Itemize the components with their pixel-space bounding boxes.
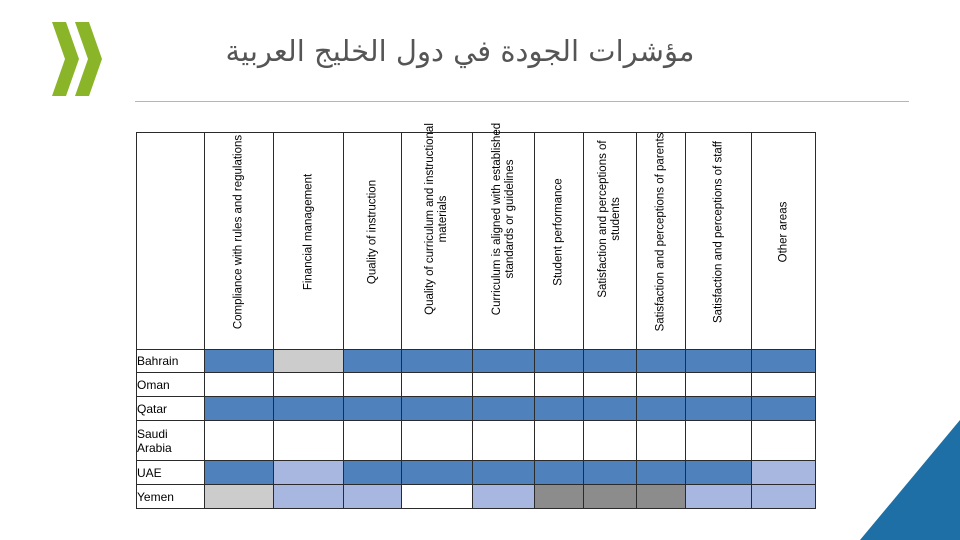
indicator-cell (535, 461, 584, 485)
indicator-cell (344, 397, 402, 421)
indicator-cell (752, 485, 816, 509)
column-header (535, 133, 584, 350)
indicator-cell (637, 485, 686, 509)
indicator-cell (473, 373, 535, 397)
indicator-cell (752, 373, 816, 397)
indicator-cell (205, 350, 274, 373)
table-row (137, 485, 816, 509)
indicator-cell (473, 397, 535, 421)
indicator-cell (274, 421, 344, 461)
indicator-cell (637, 350, 686, 373)
indicator-cell (584, 461, 637, 485)
column-header-label: Student performance (552, 178, 565, 286)
column-header-label: Compliance with rules and regulations (232, 134, 245, 330)
indicator-cell (584, 485, 637, 509)
column-header (584, 133, 637, 350)
column-header-label: Curriculum is aligned with established standards or guidelines (490, 122, 516, 316)
indicator-cell (205, 397, 274, 421)
table-row (137, 421, 816, 461)
row-label: Saudi Arabia (137, 421, 205, 461)
table-row (137, 461, 816, 485)
chevron-logo-icon (52, 22, 104, 96)
column-header (205, 133, 274, 350)
row-label: Qatar (137, 397, 205, 421)
indicator-cell (402, 485, 473, 509)
indicator-cell (274, 461, 344, 485)
indicator-cell (205, 373, 274, 397)
table-row (137, 373, 816, 397)
indicator-cell (402, 350, 473, 373)
indicator-cell (205, 461, 274, 485)
column-header-label: Other areas (777, 201, 789, 263)
column-header (402, 123, 473, 350)
indicator-cell (686, 485, 752, 509)
row-label: Bahrain (137, 350, 205, 373)
title-divider (135, 101, 909, 102)
indicator-cell (584, 350, 637, 373)
indicator-cell (473, 461, 535, 485)
indicator-cell (584, 421, 637, 461)
indicator-cell (752, 397, 816, 421)
column-header (274, 133, 344, 350)
indicator-cell (752, 350, 816, 373)
indicator-cell (637, 461, 686, 485)
column-header-label: Quality of curriculum and instructional materials (424, 123, 449, 315)
indicator-cell (535, 421, 584, 461)
column-header (637, 133, 686, 350)
indicator-cell (402, 421, 473, 461)
column-header (344, 133, 402, 350)
indicator-cell (686, 373, 752, 397)
table-row (137, 397, 816, 421)
indicator-cell (637, 397, 686, 421)
column-header-label: Satisfaction and perceptions of staff (712, 141, 724, 323)
indicator-cell (535, 397, 584, 421)
indicator-cell (473, 485, 535, 509)
indicator-cell (274, 485, 344, 509)
indicator-cell (344, 350, 402, 373)
row-label: UAE (137, 461, 205, 485)
row-label: Yemen (137, 485, 205, 509)
page-title: مؤشرات الجودة في دول الخليج العربية (225, 34, 695, 68)
column-header (686, 133, 752, 350)
column-header-label: Satisfaction and perceptions of parents (654, 132, 667, 332)
indicator-cell (637, 373, 686, 397)
corner-decoration (860, 420, 960, 540)
row-label: Oman (137, 373, 205, 397)
indicator-cell (584, 397, 637, 421)
header-row (137, 133, 816, 350)
indicator-cell (344, 373, 402, 397)
indicator-cell (344, 485, 402, 509)
indicator-cell (535, 373, 584, 397)
column-header-label: Quality of instruction (366, 179, 378, 285)
column-header-label: Satisfaction and perceptions of students (597, 140, 622, 298)
column-header-label: Financial management (302, 173, 314, 291)
indicator-cell (205, 421, 274, 461)
indicator-cell (402, 397, 473, 421)
indicator-cell (473, 421, 535, 461)
indicator-cell (637, 421, 686, 461)
column-header (473, 122, 535, 350)
indicator-cell (274, 373, 344, 397)
indicator-cell (752, 421, 816, 461)
indicator-cell (402, 461, 473, 485)
indicator-cell (344, 461, 402, 485)
quality-indicators-table (136, 122, 816, 509)
indicator-cell (205, 485, 274, 509)
indicator-cell (535, 350, 584, 373)
indicator-cell (584, 373, 637, 397)
corner-cell (137, 133, 205, 350)
indicator-cell (686, 397, 752, 421)
indicator-cell (402, 373, 473, 397)
indicator-cell (344, 421, 402, 461)
indicator-cell (752, 461, 816, 485)
indicator-cell (686, 421, 752, 461)
indicator-cell (473, 350, 535, 373)
indicator-cell (274, 350, 344, 373)
indicator-cell (686, 461, 752, 485)
column-header (752, 133, 816, 350)
table-row (137, 350, 816, 373)
indicator-cell (535, 485, 584, 509)
indicator-cell (274, 397, 344, 421)
indicator-cell (686, 350, 752, 373)
